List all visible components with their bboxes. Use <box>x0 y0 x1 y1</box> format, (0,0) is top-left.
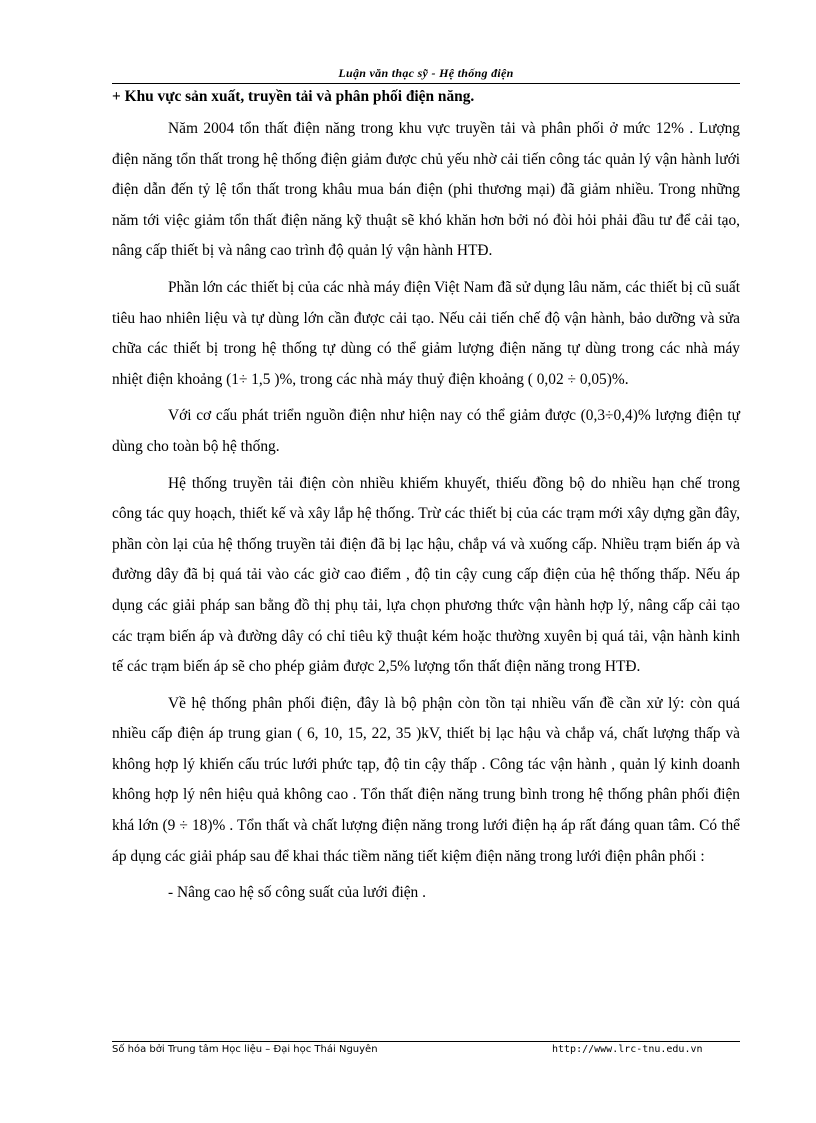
header-divider <box>112 83 740 84</box>
section-heading: + Khu vực sản xuất, truyền tải và phân phối điện năng. <box>112 88 475 105</box>
paragraph-3: Với cơ cấu phát triển nguồn điện như hiện nay có thể giảm được (0,3÷0,4)% lượng điện tự dùng cho toàn bộ hệ thống. <box>112 407 740 455</box>
paragraph-6: - Nâng cao hệ số công suất của lưới điện . <box>168 884 426 902</box>
footer-divider <box>112 1041 740 1042</box>
paragraph-5: Về hệ thống phân phối điện, đây là bộ phận còn tồn tại nhiều vấn đề cần xử lý: còn quá nhiều cấp điện áp trung gian ( 6, 10, 15, 22, 35 )kV, thiết bị lạc hậu và chắp vá, chất lượng thấp và không hợp lý khiến cấu trúc lưới phức tạp, độ tin cậy thấp . Công tác vận hành , quản lý kinh doanh không hợp lý nên hiệu quả không cao . Tổn thất điện năng trung bình trong hệ thống phân phối điện khá lớn (9 ÷ 18)% . Tổn thất và chất lượng điện năng trong lưới điện hạ áp rất đáng quan tâm. Có thể áp dụng các giải pháp sau để khai thác tiềm năng tiết kiệm điện năng trong lưới điện phân phối : <box>112 694 740 865</box>
page-body <box>112 86 740 915</box>
footer-link[interactable]: http://www.lrc-tnu.edu.vn <box>552 1044 703 1055</box>
footer-source: Số hóa bởi Trung tâm Học liệu – Đại học Thái Nguyên <box>112 1044 378 1055</box>
running-header: Luận văn thạc sỹ - Hệ thống điện <box>338 66 514 80</box>
paragraph-1: Năm 2004 tổn thất điện năng trong khu vực truyền tải và phân phối ở mức 12% . Lượng điện năng tổn thất trong hệ thống điện giảm được chủ yếu nhờ cải tiến công tác quản lý vận hành lưới điện dẫn đến tỷ lệ tổn thất trong khâu mua bán điện (phi thương mại) đã giảm nhiều. Trong những năm tới việc giảm tổn thất điện năng kỹ thuật sẽ khó khăn hơn bởi nó đòi hỏi phải đầu tư để cải tạo, nâng cấp thiết bị và nâng cao trình độ quản lý vận hành HTĐ. <box>112 120 740 260</box>
paragraph-2: Phần lớn các thiết bị của các nhà máy điện Việt Nam đã sử dụng lâu năm, các thiết bị cũ suất tiêu hao nhiên liệu và tự dùng lớn cần được cải tạo. Nếu cải tiến chế độ vận hành, bảo dưỡng và sửa chữa các thiết bị trong hệ thống tự dùng có thể giảm lượng điện năng tự dùng trong các nhà máy nhiệt điện khoảng (1÷ 1,5 )%, trong các nhà máy thuỷ điện khoảng ( 0,02 ÷ 0,05)%. <box>112 278 740 388</box>
paragraph-4: Hệ thống truyền tải điện còn nhiều khiếm khuyết, thiếu đồng bộ do nhiều hạn chế trong công tác quy hoạch, thiết kế và xây lắp hệ thống. Trừ các thiết bị của các trạm mới xây dựng gần đây, phần còn lại của hệ thống truyền tải điện đã bị lạc hậu, chắp vá và xuống cấp. Nhiều trạm biến áp và đường dây đã bị quá tải vào các giờ cao điểm , độ tin cậy cung cấp điện của hệ thống thấp. Nếu áp dụng các giải pháp san bằng đồ thị phụ tải, lựa chọn phương thức vận hành hợp lý, nâng cấp cải tạo các trạm biến áp và đường dây có chỉ tiêu kỹ thuật kém hoặc thường xuyên bị quá tải, vận hành kinh tế các trạm biến áp sẽ cho phép giảm được 2,5% lượng tổn thất điện năng trong HTĐ. <box>112 474 740 676</box>
